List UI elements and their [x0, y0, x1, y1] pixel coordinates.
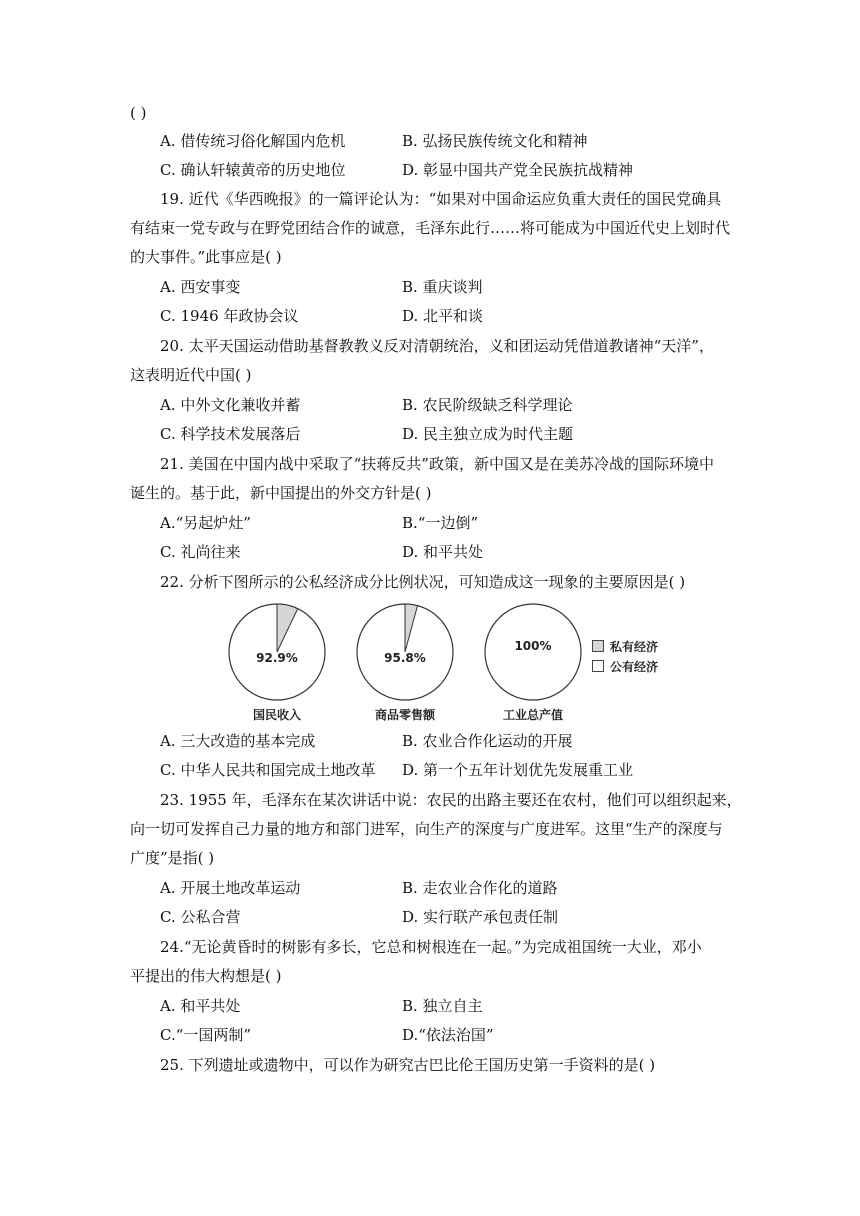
q20-option-a[interactable]: A. 中外文化兼收并蓄 [160, 396, 301, 414]
q23-stem-line-1: 23. 1955 年，毛泽东在某次讲话中说：农民的出路主要还在农村，他们可以组织起来， [160, 791, 742, 809]
q19-option-d[interactable]: D. 北平和谈 [402, 307, 484, 325]
q23-option-a[interactable]: A. 开展土地改革运动 [160, 879, 301, 897]
q24-option-d[interactable]: D.“依法治国” [402, 1026, 494, 1044]
q19-stem-line-2: 有结束一党专政与在野党团结合作的诚意，毛泽东此行……将可能成为中国近代史上划时代 [130, 219, 731, 237]
q20-option-d[interactable]: D. 民主独立成为时代主题 [402, 425, 574, 443]
q22-option-b[interactable]: B. 农业合作化运动的开展 [402, 732, 573, 750]
q23-option-b[interactable]: B. 走农业合作化的道路 [402, 879, 558, 897]
q18-option-b[interactable]: B. 弘扬民族传统文化和精神 [402, 132, 588, 150]
q18-answer-blank: ( ) [130, 104, 147, 122]
q21-option-d[interactable]: D. 和平共处 [402, 543, 484, 561]
q21-option-b[interactable]: B.“一边倒” [402, 514, 479, 532]
q19-stem-line-3: 的大事件。”此事应是( ) [130, 248, 282, 266]
pie-2-data-label: 95.8% [384, 651, 426, 665]
q22-option-c[interactable]: C. 中华人民共和国完成土地改革 [160, 761, 376, 779]
q22-stem-line-1: 22. 分析下图所示的公私经济成分比例状况，可知造成这一现象的主要原因是( ) [160, 573, 686, 591]
q21-option-c[interactable]: C. 礼尚往来 [160, 543, 241, 561]
q23-stem-line-3: 广度”是指( ) [130, 849, 215, 867]
q20-option-b[interactable]: B. 农民阶级缺乏科学理论 [402, 396, 573, 414]
chart-caption-1: 国民收入 [252, 708, 301, 722]
q18-option-c[interactable]: C. 确认轩辕黄帝的历史地位 [160, 161, 346, 179]
legend-item-private [592, 636, 658, 656]
q24-option-a[interactable]: A. 和平共处 [160, 997, 241, 1015]
q22-option-a[interactable]: A. 三大改造的基本完成 [160, 732, 316, 750]
q18-option-a[interactable]: A. 借传统习俗化解国内危机 [160, 132, 346, 150]
q21-stem-line-2: 诞生的。基于此，新中国提出的外交方针是( ) [130, 484, 432, 502]
legend-swatch-public [592, 660, 604, 672]
q19-option-c[interactable]: C. 1946 年政协会议 [160, 307, 299, 325]
chart-legend [592, 636, 658, 676]
q24-option-b[interactable]: B. 独立自主 [402, 997, 483, 1015]
pie-3-data-label: 100% [514, 639, 552, 653]
q24-stem-line-2: 平提出的伟大构想是( ) [130, 967, 282, 985]
q21-option-a[interactable]: A.“另起炉灶” [160, 514, 251, 532]
q20-stem-line-2: 这表明近代中国( ) [130, 366, 252, 384]
chart-caption-2: 商品零售额 [374, 708, 435, 722]
q22-option-d[interactable]: D. 第一个五年计划优先发展重工业 [402, 761, 634, 779]
q18-option-d[interactable]: D. 彰显中国共产党全民族抗战精神 [402, 161, 634, 179]
q23-option-d[interactable]: D. 实行联产承包责任制 [402, 908, 559, 926]
q25-stem-line-1: 25. 下列遗址或遗物中，可以作为研究古巴比伦王国历史第一手资料的是( ) [160, 1056, 656, 1074]
q19-stem-line-1: 19. 近代《华西晚报》的一篇评论认为：“如果对中国命运应负重大责任的国民党确具 [160, 190, 722, 208]
legend-item-public [592, 656, 658, 676]
q23-stem-line-2: 向一切可发挥自己力量的地方和部门进军，向生产的深度与广度进军。这里“生产的深度与 [130, 820, 723, 838]
legend-label-public: 公有经济 [610, 659, 659, 674]
pie-charts-figure [222, 600, 682, 728]
q24-stem-line-1: 24.“无论黄昏时的树影有多长，它总和树根连在一起。”为完成祖国统一大业，邓小 [160, 938, 702, 956]
pie-1-data-label: 92.9% [256, 651, 298, 665]
q24-option-c[interactable]: C.“一国两制” [160, 1026, 252, 1044]
legend-label-private: 私有经济 [610, 639, 659, 654]
q23-option-c[interactable]: C. 公私合营 [160, 908, 241, 926]
q21-stem-line-1: 21. 美国在中国内战中采取了“扶蒋反共”政策，新中国又是在美苏冷战的国际环境中 [160, 455, 714, 473]
q20-stem-line-1: 20. 太平天国运动借助基督教教义反对清朝统治，义和团运动凭借道教诸神“天洋”， [160, 337, 714, 355]
q19-option-b[interactable]: B. 重庆谈判 [402, 278, 483, 296]
chart-caption-3: 工业总产值 [502, 708, 563, 722]
legend-swatch-private [592, 640, 604, 652]
q20-option-c[interactable]: C. 科学技术发展落后 [160, 425, 301, 443]
q19-option-a[interactable]: A. 西安事变 [160, 278, 241, 296]
